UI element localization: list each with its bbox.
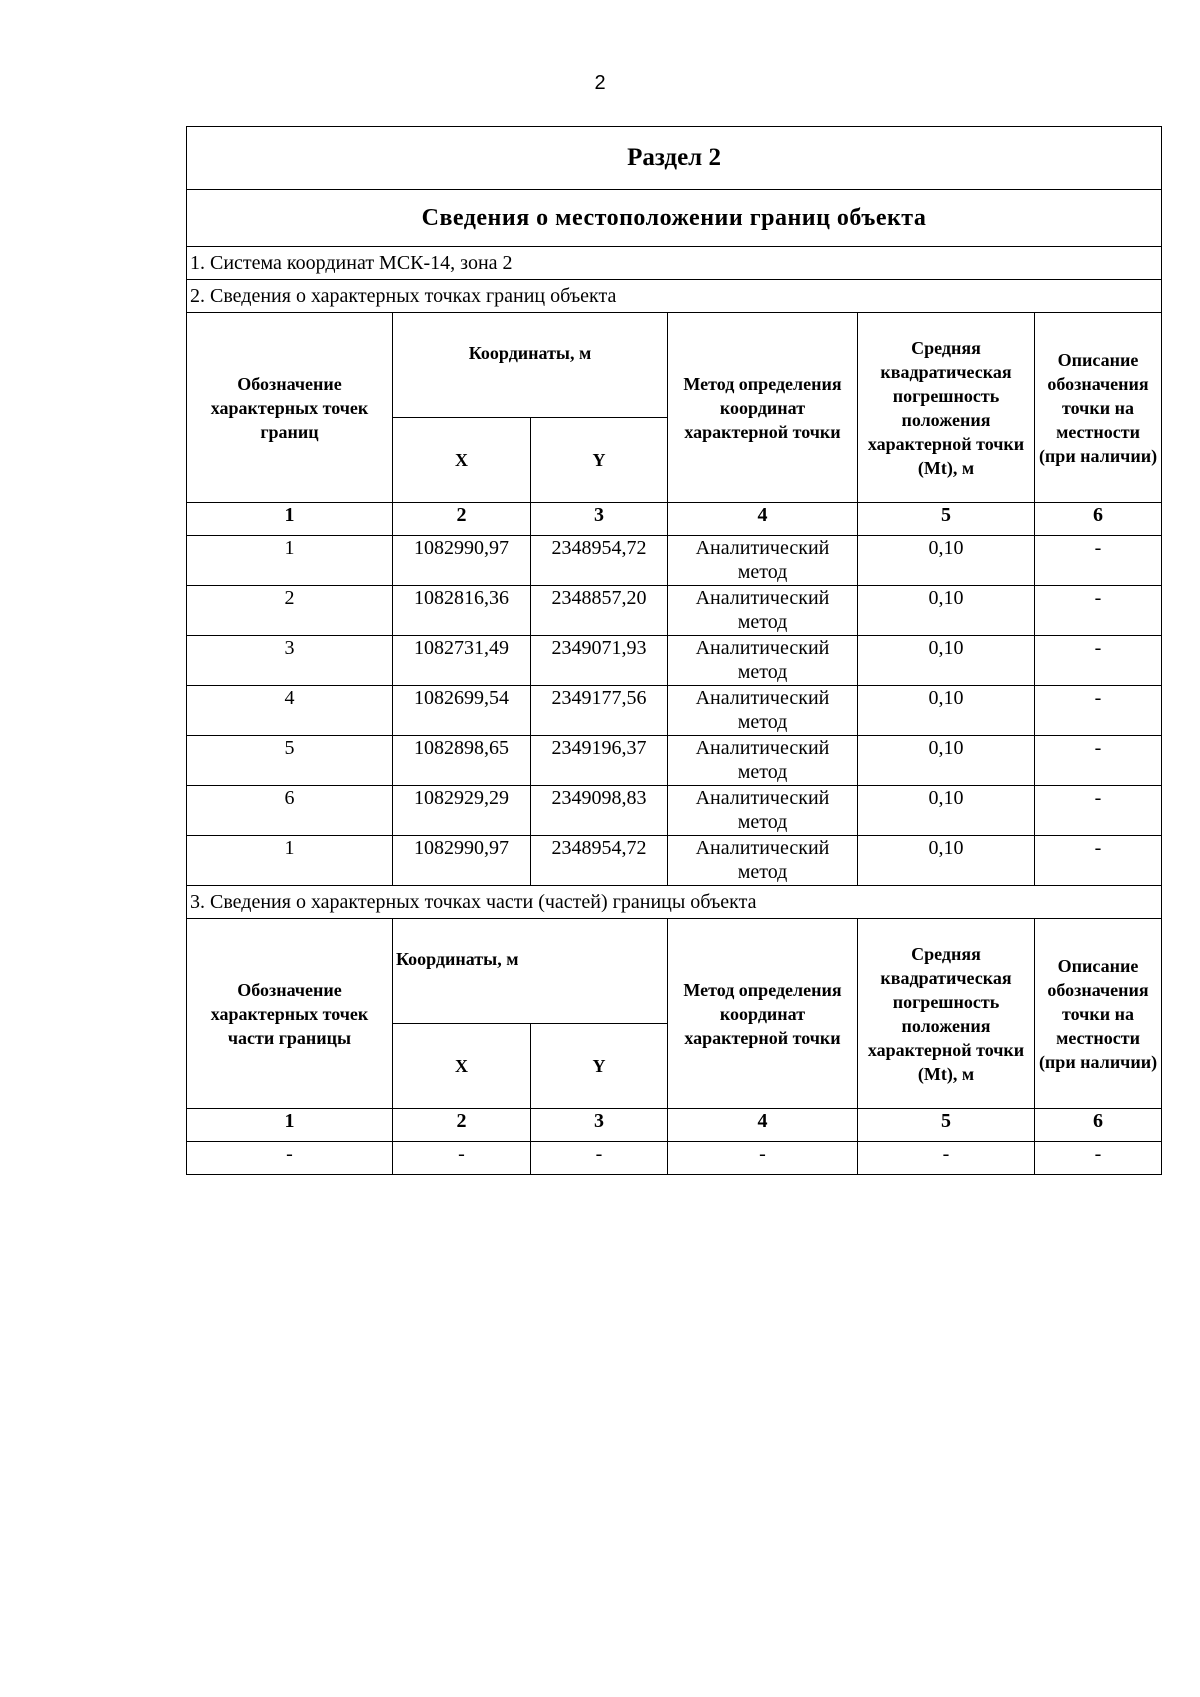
table-row (187, 536, 1162, 586)
method-cell: Аналитический метод (668, 736, 858, 786)
column-number: 6 (1035, 1109, 1162, 1142)
header-method: Метод определения координат характерной точки (668, 313, 858, 503)
x-cell: 1082816,36 (393, 586, 531, 636)
y-cell: 2349177,56 (531, 686, 668, 736)
table-row (187, 636, 1162, 686)
coord-system-line: 1. Система координат МСК-14, зона 2 (187, 247, 1162, 280)
mt-cell: 0,10 (858, 786, 1035, 836)
x-cell: 1082699,54 (393, 686, 531, 736)
column-number: 5 (858, 503, 1035, 536)
mt-cell: 0,10 (858, 836, 1035, 886)
page-number: 2 (594, 72, 606, 94)
column-number: 2 (393, 1109, 531, 1142)
y-cell: 2349196,37 (531, 736, 668, 786)
mt-cell: 0,10 (858, 736, 1035, 786)
description-cell: - (1035, 686, 1162, 736)
column-number: 2 (393, 503, 531, 536)
header-coordinates-part: Координаты, м (393, 919, 668, 1024)
y-cell: 2348857,20 (531, 586, 668, 636)
table-row (187, 736, 1162, 786)
column-number: 3 (531, 503, 668, 536)
point-cell: 4 (187, 686, 393, 736)
column-number-row (187, 1109, 1162, 1142)
method-cell: Аналитический метод (668, 786, 858, 836)
description-cell: - (1035, 586, 1162, 636)
point-cell: 1 (187, 836, 393, 886)
boundary-table (186, 126, 1162, 1175)
column-number: 1 (187, 503, 393, 536)
x-cell: 1082898,65 (393, 736, 531, 786)
header-designation-part: Обозначение характерных точек части границы (187, 919, 393, 1109)
points-heading: 2. Сведения о характерных точках границ объекта (187, 280, 1162, 313)
y-cell: 2349098,83 (531, 786, 668, 836)
header-error-part: Средняя квадратическая погрешность положения характерной точки (Mt), м (858, 919, 1035, 1109)
point-cell: 3 (187, 636, 393, 686)
header-coordinates: Координаты, м (393, 313, 668, 418)
mt-cell: - (858, 1142, 1035, 1175)
y-cell: 2349071,93 (531, 636, 668, 686)
method-cell: Аналитический метод (668, 536, 858, 586)
point-cell: 5 (187, 736, 393, 786)
header-method-part: Метод определения координат характерной точки (668, 919, 858, 1109)
table-row (187, 586, 1162, 636)
x-cell: 1082990,97 (393, 536, 531, 586)
method-cell: Аналитический метод (668, 636, 858, 686)
section-subtitle: Сведения о местоположении границ объекта (187, 190, 1162, 247)
x-cell: - (393, 1142, 531, 1175)
point-cell: - (187, 1142, 393, 1175)
description-cell: - (1035, 636, 1162, 686)
header-y: Y (531, 418, 668, 503)
x-cell: 1082990,97 (393, 836, 531, 886)
column-number: 6 (1035, 503, 1162, 536)
description-cell: - (1035, 786, 1162, 836)
method-cell: Аналитический метод (668, 586, 858, 636)
table-row (187, 836, 1162, 886)
header-error: Средняя квадратическая погрешность положения характерной точки (Mt), м (858, 313, 1035, 503)
table-row (187, 686, 1162, 736)
column-number: 1 (187, 1109, 393, 1142)
header-y-part: Y (531, 1024, 668, 1109)
header-description-part: Описание обозначения точки на местности (при наличии) (1035, 919, 1162, 1109)
header-x-part: X (393, 1024, 531, 1109)
mt-cell: 0,10 (858, 586, 1035, 636)
method-cell: - (668, 1142, 858, 1175)
column-number: 5 (858, 1109, 1035, 1142)
header-x: X (393, 418, 531, 503)
table-row (187, 786, 1162, 836)
method-cell: Аналитический метод (668, 836, 858, 886)
description-cell: - (1035, 536, 1162, 586)
header-designation: Обозначение характерных точек границ (187, 313, 393, 503)
y-cell: 2348954,72 (531, 836, 668, 886)
description-cell: - (1035, 736, 1162, 786)
y-cell: 2348954,72 (531, 536, 668, 586)
mt-cell: 0,10 (858, 686, 1035, 736)
method-cell: Аналитический метод (668, 686, 858, 736)
column-number: 4 (668, 503, 858, 536)
x-cell: 1082731,49 (393, 636, 531, 686)
x-cell: 1082929,29 (393, 786, 531, 836)
mt-cell: 0,10 (858, 636, 1035, 686)
column-number: 3 (531, 1109, 668, 1142)
table-row (187, 1142, 1162, 1175)
description-cell: - (1035, 1142, 1162, 1175)
point-cell: 2 (187, 586, 393, 636)
part-points-heading: 3. Сведения о характерных точках части (частей) границы объекта (187, 886, 1162, 919)
y-cell: - (531, 1142, 668, 1175)
section-title: Раздел 2 (187, 127, 1162, 190)
header-description: Описание обозначения точки на местности (при наличии) (1035, 313, 1162, 503)
column-number: 4 (668, 1109, 858, 1142)
point-cell: 1 (187, 536, 393, 586)
point-cell: 6 (187, 786, 393, 836)
description-cell: - (1035, 836, 1162, 886)
column-number-row (187, 503, 1162, 536)
mt-cell: 0,10 (858, 536, 1035, 586)
